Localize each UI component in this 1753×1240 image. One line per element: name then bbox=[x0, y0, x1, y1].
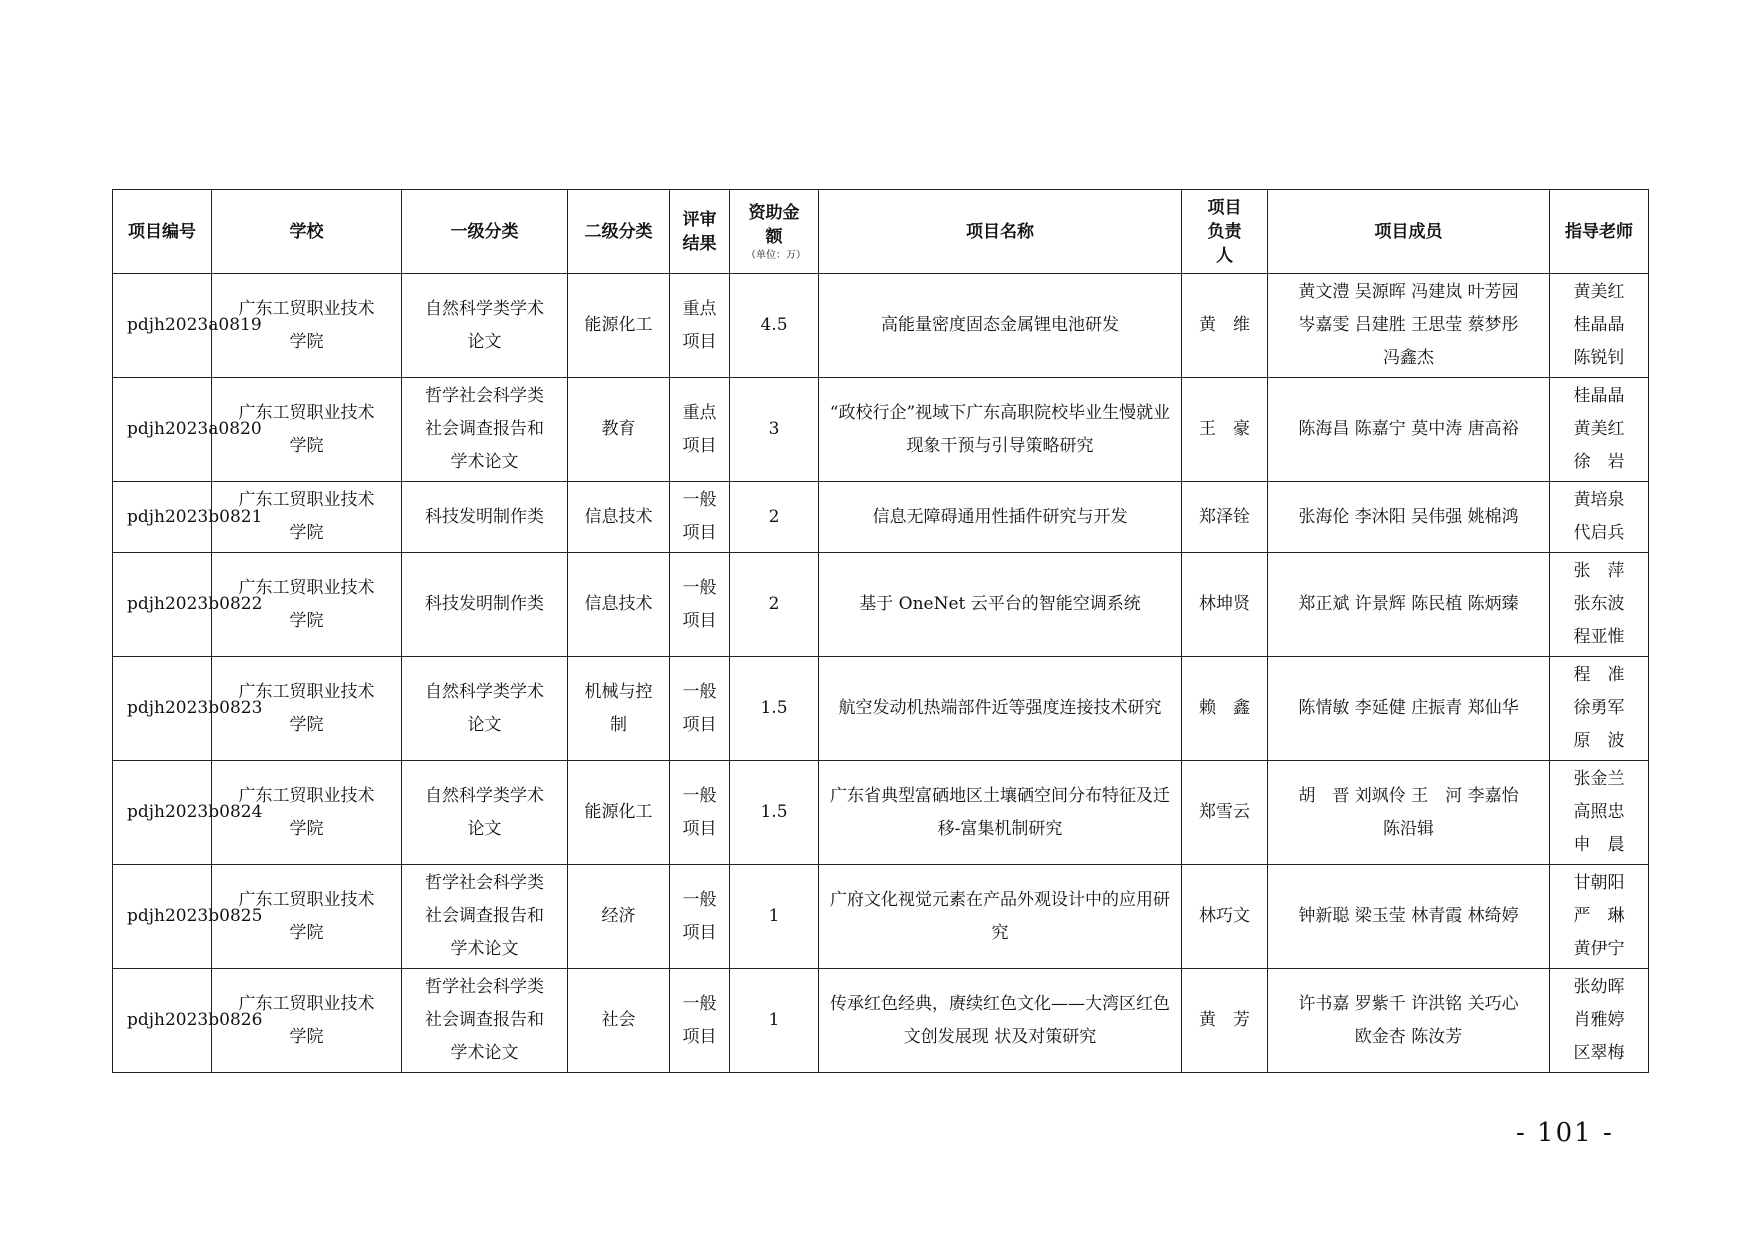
cell-advisors bbox=[1550, 378, 1649, 482]
table-row bbox=[113, 761, 1649, 865]
cell-category-2: 经济 bbox=[568, 865, 670, 969]
cell-advisors bbox=[1550, 865, 1649, 969]
header-project-members: 项目成员 bbox=[1268, 190, 1550, 274]
cell-project-leader: 郑泽铨 bbox=[1182, 482, 1268, 553]
cell-funding-amount: 1 bbox=[730, 865, 819, 969]
cell-school: 广东工贸职业技术学院 bbox=[212, 553, 402, 657]
cell-project-members bbox=[1268, 553, 1550, 657]
cell-review-result: 一般项目 bbox=[670, 761, 730, 865]
cell-project-name: 广府文化视觉元素在产品外观设计中的应用研究 bbox=[819, 865, 1182, 969]
cell-funding-amount: 4.5 bbox=[730, 274, 819, 378]
cell-funding-amount: 2 bbox=[730, 553, 819, 657]
cell-funding-amount: 1 bbox=[730, 969, 819, 1073]
project-table bbox=[112, 189, 1649, 1073]
cell-project-name: 广东省典型富硒地区土壤硒空间分布特征及迁移-富集机制研究 bbox=[819, 761, 1182, 865]
cell-category-1: 自然科学类学术论文 bbox=[402, 274, 568, 378]
cell-project-leader: 郑雪云 bbox=[1182, 761, 1268, 865]
cell-advisors-line: 张幼晖 bbox=[1573, 977, 1625, 997]
cell-advisors-line: 陈锐钊 bbox=[1573, 348, 1625, 368]
cell-project-id: pdjh2023b0823 bbox=[113, 657, 212, 761]
table-row bbox=[113, 865, 1649, 969]
cell-project-members-line: 岑嘉雯 吕建胜 王思莹 蔡梦彤 bbox=[1298, 315, 1519, 335]
cell-advisors-line: 甘朝阳 bbox=[1573, 873, 1625, 893]
cell-advisors-line: 张 萍 bbox=[1573, 561, 1625, 581]
cell-project-name: 航空发动机热端部件近等强度连接技术研究 bbox=[819, 657, 1182, 761]
table-row bbox=[113, 274, 1649, 378]
cell-category-2: 信息技术 bbox=[568, 553, 670, 657]
cell-project-leader: 王 豪 bbox=[1182, 378, 1268, 482]
cell-project-id: pdjh2023b0825 bbox=[113, 865, 212, 969]
cell-school: 广东工贸职业技术学院 bbox=[212, 482, 402, 553]
cell-project-name: 信息无障碍通用性插件研究与开发 bbox=[819, 482, 1182, 553]
cell-advisors-line: 黄伊宁 bbox=[1573, 939, 1625, 959]
cell-advisors-line: 黄培泉 bbox=[1573, 490, 1625, 510]
cell-project-members-line: 冯鑫杰 bbox=[1383, 348, 1434, 368]
cell-advisors-line: 代启兵 bbox=[1573, 523, 1625, 543]
header-review-result: 评审结果 bbox=[670, 190, 730, 274]
cell-advisors-line: 程 准 bbox=[1573, 665, 1625, 685]
cell-project-members-line: 黄文澧 吴源晖 冯建岚 叶芳园 bbox=[1298, 282, 1519, 302]
cell-project-name: 高能量密度固态金属锂电池研发 bbox=[819, 274, 1182, 378]
cell-advisors bbox=[1550, 482, 1649, 553]
table-row bbox=[113, 482, 1649, 553]
cell-project-members-line: 胡 晋 刘飒伶 王 河 李嘉怡 bbox=[1298, 785, 1519, 806]
cell-funding-amount: 2 bbox=[730, 482, 819, 553]
table-row bbox=[113, 553, 1649, 657]
table-row bbox=[113, 969, 1649, 1073]
cell-school: 广东工贸职业技术学院 bbox=[212, 969, 402, 1073]
cell-category-1: 科技发明制作类 bbox=[402, 553, 568, 657]
cell-school: 广东工贸职业技术学院 bbox=[212, 865, 402, 969]
cell-project-members bbox=[1268, 761, 1550, 865]
cell-review-result: 一般项目 bbox=[670, 657, 730, 761]
cell-review-result: 一般项目 bbox=[670, 969, 730, 1073]
page-number: - 101 - bbox=[1516, 1118, 1614, 1148]
cell-advisors bbox=[1550, 657, 1649, 761]
header-funding-label: 资助金额 bbox=[748, 202, 800, 247]
header-funding-unit: （单位：万） bbox=[746, 249, 806, 261]
cell-category-2: 能源化工 bbox=[568, 761, 670, 865]
cell-project-members bbox=[1268, 969, 1550, 1073]
cell-project-members bbox=[1268, 482, 1550, 553]
cell-advisors-line: 桂晶晶 bbox=[1573, 386, 1625, 406]
header-school: 学校 bbox=[212, 190, 402, 274]
cell-project-id: pdjh2023a0819 bbox=[113, 274, 212, 378]
cell-school: 广东工贸职业技术学院 bbox=[212, 761, 402, 865]
cell-project-name: 传承红色经典，赓续红色文化——大湾区红色文创发展现 状及对策研究 bbox=[819, 969, 1182, 1073]
cell-project-members bbox=[1268, 378, 1550, 482]
cell-category-2: 机械与控制 bbox=[568, 657, 670, 761]
cell-category-1: 哲学社会科学类社会调查报告和学术论文 bbox=[402, 865, 568, 969]
cell-category-2: 信息技术 bbox=[568, 482, 670, 553]
cell-project-members bbox=[1268, 865, 1550, 969]
cell-project-id: pdjh2023b0822 bbox=[113, 553, 212, 657]
cell-project-members bbox=[1268, 274, 1550, 378]
cell-advisors-line: 黄美红 bbox=[1573, 419, 1625, 439]
cell-advisors-line: 徐 岩 bbox=[1573, 452, 1625, 472]
cell-advisors bbox=[1550, 761, 1649, 865]
header-category-2: 二级分类 bbox=[568, 190, 670, 274]
cell-project-id: pdjh2023a0820 bbox=[113, 378, 212, 482]
cell-advisors-line: 黄美红 bbox=[1573, 282, 1625, 302]
cell-advisors-line: 张金兰 bbox=[1573, 769, 1625, 789]
cell-advisors bbox=[1550, 969, 1649, 1073]
cell-advisors-line: 高照忠 bbox=[1573, 802, 1625, 822]
cell-project-members-line: 郑正斌 许景辉 陈民植 陈炳臻 bbox=[1298, 594, 1519, 614]
cell-category-1: 哲学社会科学类社会调查报告和学术论文 bbox=[402, 969, 568, 1073]
cell-project-members-line: 陈海昌 陈嘉宁 莫中涛 唐高裕 bbox=[1298, 419, 1519, 439]
cell-category-2: 能源化工 bbox=[568, 274, 670, 378]
cell-review-result: 一般项目 bbox=[670, 553, 730, 657]
cell-funding-amount: 3 bbox=[730, 378, 819, 482]
cell-category-2: 社会 bbox=[568, 969, 670, 1073]
cell-advisors bbox=[1550, 553, 1649, 657]
header-category-1: 一级分类 bbox=[402, 190, 568, 274]
cell-school: 广东工贸职业技术学院 bbox=[212, 378, 402, 482]
cell-project-members-line: 张海伦 李沐阳 吴伟强 姚棉鸿 bbox=[1298, 506, 1519, 527]
cell-advisors-line: 张东波 bbox=[1573, 594, 1625, 614]
table-row bbox=[113, 657, 1649, 761]
cell-advisors-line: 徐勇军 bbox=[1573, 698, 1625, 718]
cell-project-members-line: 陈情敏 李延健 庄振青 郑仙华 bbox=[1298, 698, 1519, 718]
cell-project-name: 基于 OneNet 云平台的智能空调系统 bbox=[819, 553, 1182, 657]
cell-project-members-line: 钟新聪 梁玉莹 林青霞 林绮婷 bbox=[1298, 906, 1519, 926]
cell-category-2: 教育 bbox=[568, 378, 670, 482]
cell-school: 广东工贸职业技术学院 bbox=[212, 657, 402, 761]
cell-advisors-line: 桂晶晶 bbox=[1573, 315, 1625, 335]
cell-project-leader: 林巧文 bbox=[1182, 865, 1268, 969]
cell-advisors-line: 程亚惟 bbox=[1573, 627, 1625, 647]
cell-category-1: 科技发明制作类 bbox=[402, 482, 568, 553]
header-project-id: 项目编号 bbox=[113, 190, 212, 274]
cell-project-members bbox=[1268, 657, 1550, 761]
cell-category-1: 哲学社会科学类社会调查报告和学术论文 bbox=[402, 378, 568, 482]
cell-project-members-line: 陈沿辑 bbox=[1383, 818, 1434, 839]
cell-advisors bbox=[1550, 274, 1649, 378]
cell-review-result: 一般项目 bbox=[670, 865, 730, 969]
cell-category-1: 自然科学类学术论文 bbox=[402, 761, 568, 865]
cell-project-id: pdjh2023b0821 bbox=[113, 482, 212, 553]
cell-school: 广东工贸职业技术学院 bbox=[212, 274, 402, 378]
header-funding-amount bbox=[730, 190, 819, 274]
header-project-name: 项目名称 bbox=[819, 190, 1182, 274]
cell-review-result: 一般项目 bbox=[670, 482, 730, 553]
cell-project-id: pdjh2023b0824 bbox=[113, 761, 212, 865]
cell-advisors-line: 严 琳 bbox=[1573, 906, 1625, 926]
cell-advisors-line: 申 晨 bbox=[1573, 835, 1625, 855]
table-body bbox=[113, 274, 1649, 1073]
cell-project-id: pdjh2023b0826 bbox=[113, 969, 212, 1073]
cell-project-leader: 林坤贤 bbox=[1182, 553, 1268, 657]
cell-project-members-line: 欧金杏 陈汝芳 bbox=[1354, 1026, 1463, 1047]
cell-review-result: 重点项目 bbox=[670, 378, 730, 482]
cell-advisors-line: 原 波 bbox=[1573, 731, 1625, 751]
cell-project-leader: 黄 芳 bbox=[1182, 969, 1268, 1073]
cell-project-name: “政校行企”视域下广东高职院校毕业生慢就业现象干预与引导策略研究 bbox=[819, 378, 1182, 482]
cell-funding-amount: 1.5 bbox=[730, 761, 819, 865]
cell-advisors-line: 区翠梅 bbox=[1573, 1043, 1625, 1063]
cell-funding-amount: 1.5 bbox=[730, 657, 819, 761]
table-header-row bbox=[113, 190, 1649, 274]
table-row bbox=[113, 378, 1649, 482]
cell-advisors-line: 肖雅婷 bbox=[1573, 1010, 1625, 1030]
cell-project-members-line: 许书嘉 罗紫千 许洪铭 关巧心 bbox=[1298, 993, 1519, 1014]
header-advisors: 指导老师 bbox=[1550, 190, 1649, 274]
header-project-leader: 项目负责人 bbox=[1182, 190, 1268, 274]
cell-project-leader: 赖 鑫 bbox=[1182, 657, 1268, 761]
cell-review-result: 重点项目 bbox=[670, 274, 730, 378]
cell-category-1: 自然科学类学术论文 bbox=[402, 657, 568, 761]
cell-project-leader: 黄 维 bbox=[1182, 274, 1268, 378]
